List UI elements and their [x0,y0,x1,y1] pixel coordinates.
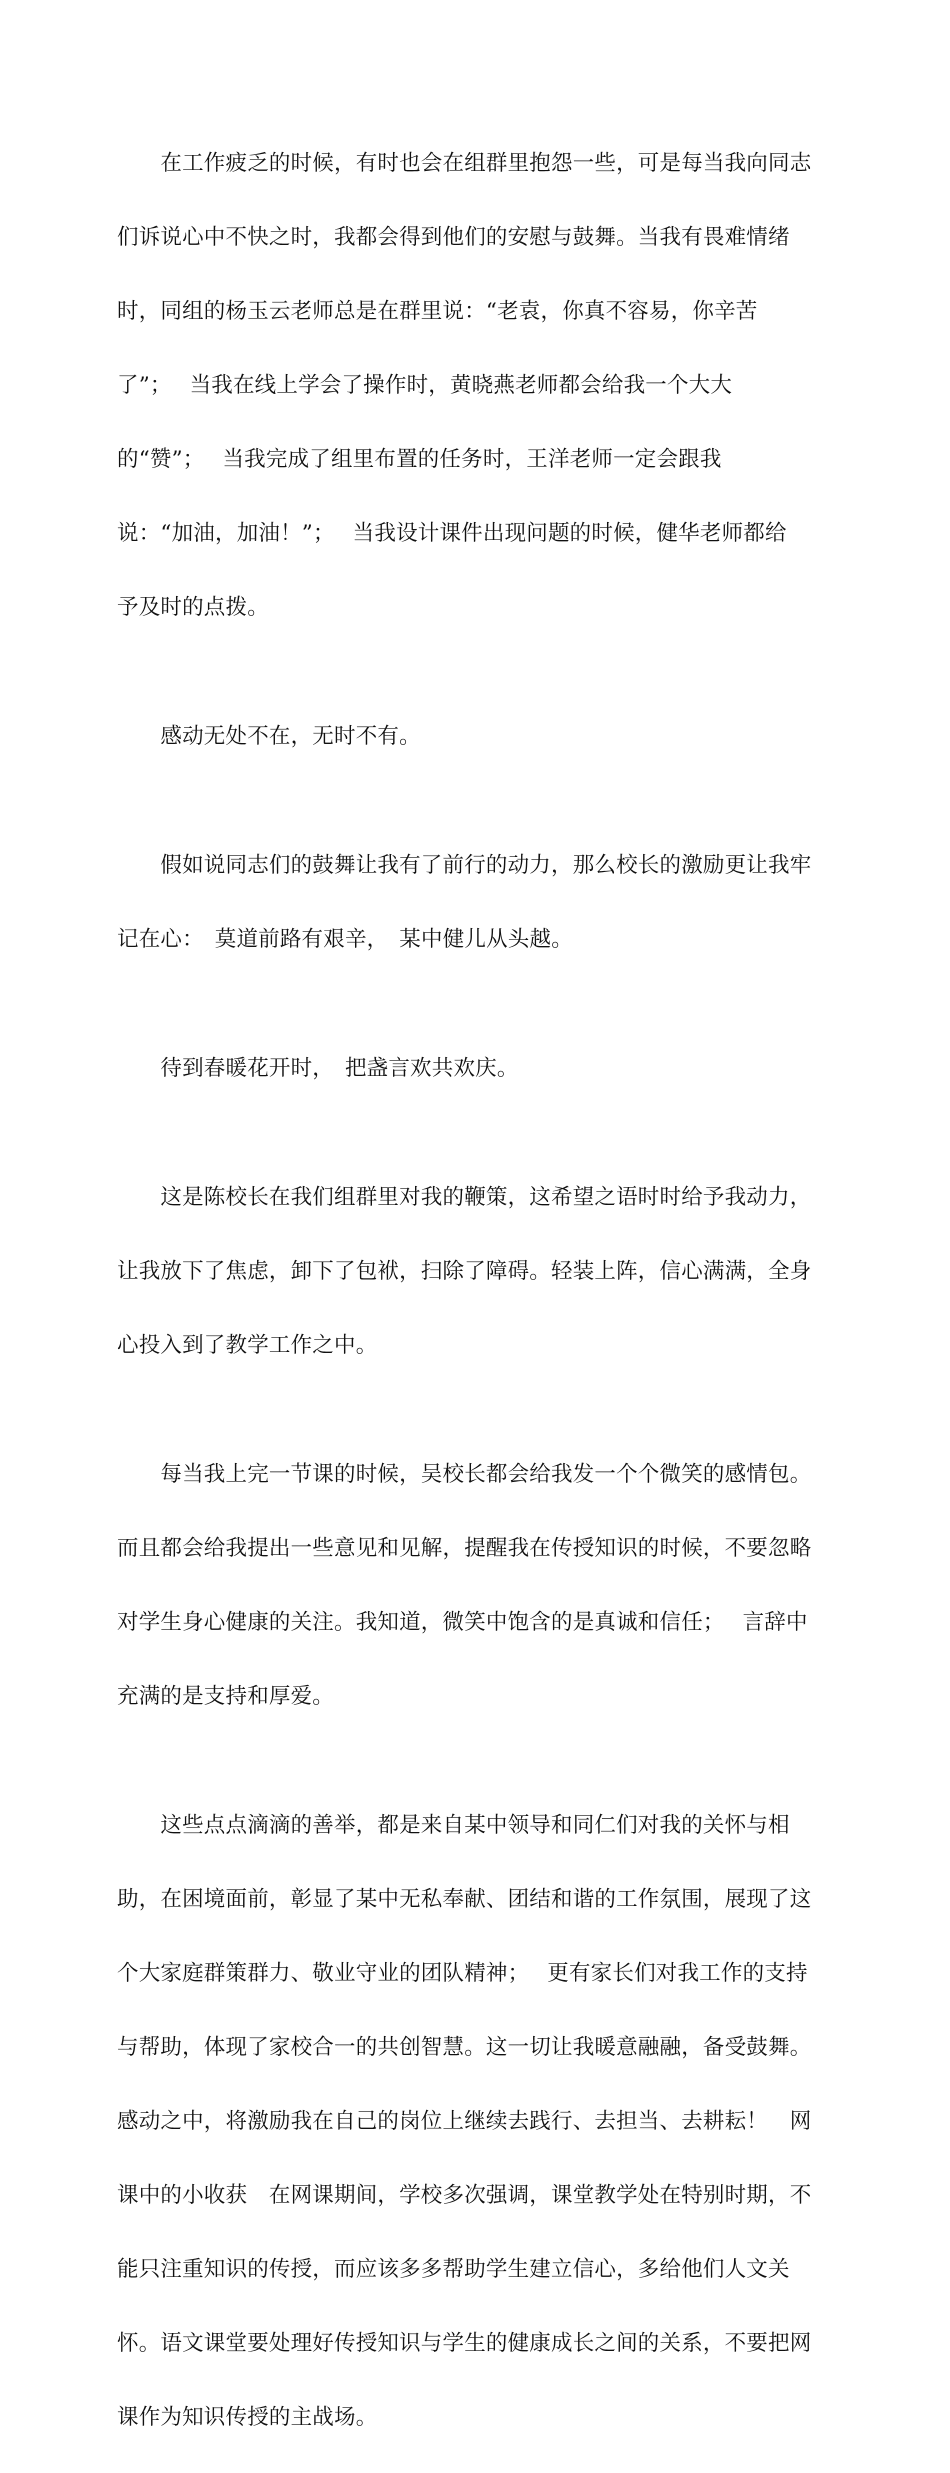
text-line: 的“赞”； 当我完成了组里布置的任务时，王洋老师一定会跟我 [117,447,722,472]
text-line: 与帮助，体现了家校合一的共创智慧。这一切让我暖意融融，备受鼓舞。 [117,2035,812,2060]
text-line: 课作为知识传授的主战场。 [117,2405,378,2430]
text-line: 假如说同志们的鼓舞让我有了前行的动力，那么校长的激励更让我牢 [117,853,812,878]
paragraph-spacer [117,1752,833,1770]
paragraph-spacer [117,995,833,1013]
text-line: 能只注重知识的传授，而应该多多帮助学生建立信心，多给他们人文关 [117,2257,790,2282]
text-line: 助，在困境面前，彰显了某中无私奉献、团结和谐的工作氛围，展现了这 [117,1887,812,1912]
paragraph-spacer [117,1401,833,1419]
paragraph-spacer [117,792,833,810]
text-line: 在工作疲乏的时候，有时也会在组群里抱怨一些，可是每当我向同志 [117,151,812,176]
text-line: 待到春暖花开时， 把盏言欢共欢庆。 [117,1056,519,1081]
text-line: 怀。语文课堂要处理好传授知识与学生的健康成长之间的关系，不要把网 [117,2331,812,2356]
text-line: 予及时的点拨。 [117,595,269,620]
text-line: 感动之中，将激励我在自己的岗位上继续去践行、去担当、去耕耘！ 网 [117,2109,812,2134]
text-line: 每当我上完一节课的时候，吴校长都会给我发一个个微笑的感情包。 [117,1462,812,1487]
text-line: 感动无处不在，无时不有。 [117,724,421,749]
text-line: 时，同组的杨玉云老师总是在群里说：“老袁，你真不容易，你辛苦 [117,299,758,324]
text-line: 充满的是支持和厚爱。 [117,1684,335,1709]
text-line: 们诉说心中不快之时，我都会得到他们的安慰与鼓舞。当我有畏难情绪 [117,225,790,250]
paragraph-1 [117,108,833,663]
paragraph-spacer [117,1124,833,1142]
paragraph-7 [117,1770,833,2473]
text-line: 了”； 当我在线上学会了操作时，黄晓燕老师都会给我一个大大 [117,373,733,398]
paragraph-spacer [117,663,833,681]
text-line: 而且都会给我提出一些意见和见解，提醒我在传授知识的时候，不要忽略 [117,1536,812,1561]
text-line: 让我放下了焦虑，卸下了包袱，扫除了障碍。轻装上阵，信心满满，全身 [117,1259,812,1284]
text-line: 课中的小收获 在网课期间，学校多次强调，课堂教学处在特别时期，不 [117,2183,812,2208]
text-line: 记在心： 莫道前路有艰辛， 某中健儿从头越。 [117,927,573,952]
text-line: 心投入到了教学工作之中。 [117,1333,378,1358]
paragraph-4 [117,1013,833,1124]
document-page [117,108,833,2473]
text-line: 对学生身心健康的关注。我知道，微笑中饱含的是真诚和信任； 言辞中 [117,1610,808,1635]
text-line: 这是陈校长在我们组群里对我的鞭策，这希望之语时时给予我动力， [117,1185,812,1210]
paragraph-3 [117,810,833,995]
text-line: 个大家庭群策群力、敬业守业的团队精神； 更有家长们对我工作的支持 [117,1961,808,1986]
paragraph-2 [117,681,833,792]
text-line: 这些点点滴滴的善举，都是来自某中领导和同仁们对我的关怀与相 [117,1813,790,1838]
paragraph-6 [117,1419,833,1752]
text-line: 说：“加油，加油！”； 当我设计课件出现问题的时候，健华老师都给 [117,521,787,546]
paragraph-5 [117,1142,833,1401]
